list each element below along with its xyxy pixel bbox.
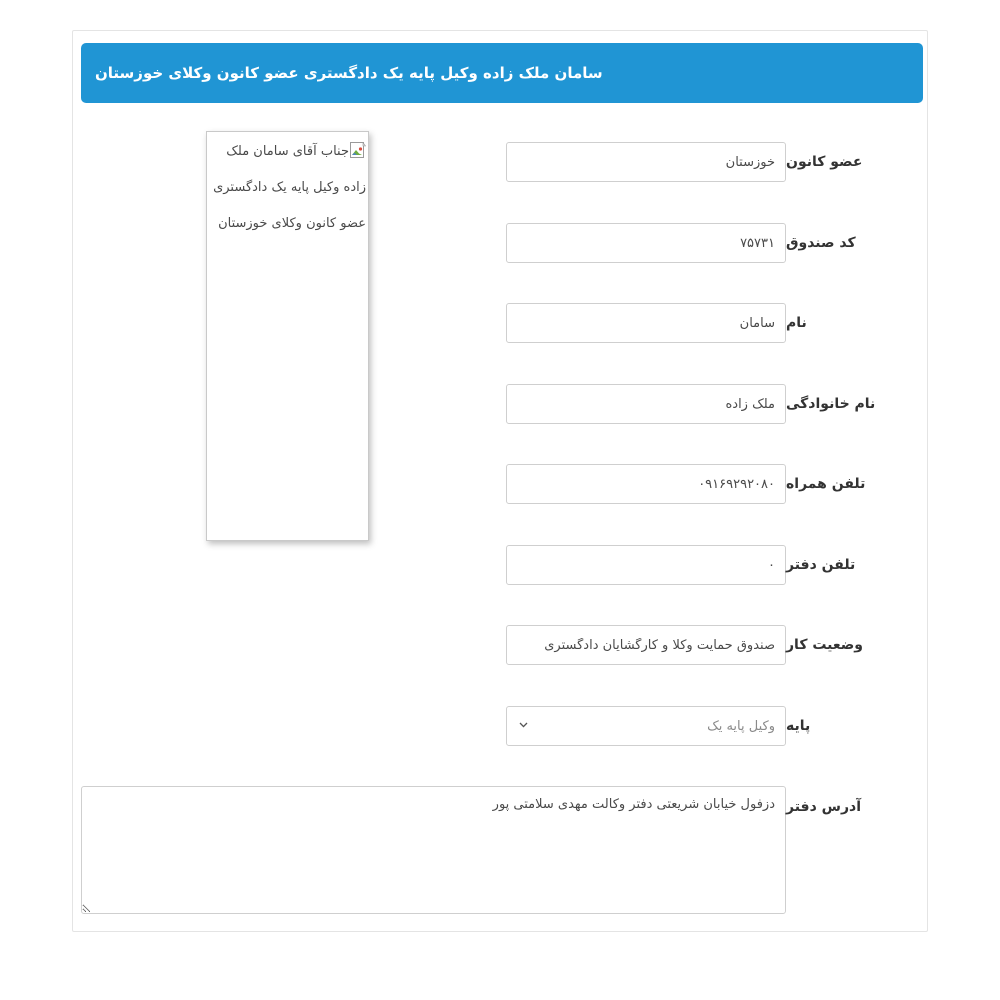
first-name-input[interactable] [506, 303, 786, 343]
fund-code-label: کد صندوق [786, 235, 856, 251]
mobile-phone-label: تلفن همراه [786, 476, 866, 492]
grade-label: پایه [786, 718, 811, 734]
form-row-bar-association [506, 142, 870, 182]
profile-card [72, 30, 928, 932]
grade-select[interactable] [506, 706, 786, 746]
office-phone-input[interactable] [506, 545, 786, 585]
form-row-work-status [506, 625, 871, 665]
office-phone-label: تلفن دفتر [786, 557, 856, 573]
page-title: سامان ملک زاده وکیل پایه یک دادگستری عضو کانون وکلای خوزستان [95, 64, 603, 82]
page-header [81, 43, 923, 103]
work-status-label: وضعیت کار [786, 637, 863, 653]
form-row-mobile-phone [506, 464, 873, 504]
last-name-label: نام خانوادگی [786, 396, 876, 412]
office-address-textarea[interactable] [81, 786, 786, 914]
form-row-office-address [81, 786, 869, 914]
grade-select-wrap [506, 706, 786, 746]
form-row-grade [506, 706, 818, 746]
form-row-fund-code [506, 223, 864, 263]
work-status-input[interactable] [506, 625, 786, 665]
profile-photo-broken [206, 131, 369, 541]
bar-association-label: عضو کانون [786, 154, 863, 170]
first-name-label: نام [786, 315, 807, 331]
broken-image-icon [350, 142, 366, 162]
mobile-phone-input[interactable] [506, 464, 786, 504]
fund-code-input[interactable] [506, 223, 786, 263]
profile-photo-alt-text: جناب آقای سامان ملک زاده وکیل پایه یک دادگستری عضو کانون وکلای خوزستان [213, 144, 366, 231]
office-address-label: آدرس دفتر [786, 799, 862, 815]
form-row-last-name [506, 384, 883, 424]
last-name-input[interactable] [506, 384, 786, 424]
form-row-first-name [506, 303, 815, 343]
form-row-office-phone [506, 545, 863, 585]
bar-association-input[interactable] [506, 142, 786, 182]
